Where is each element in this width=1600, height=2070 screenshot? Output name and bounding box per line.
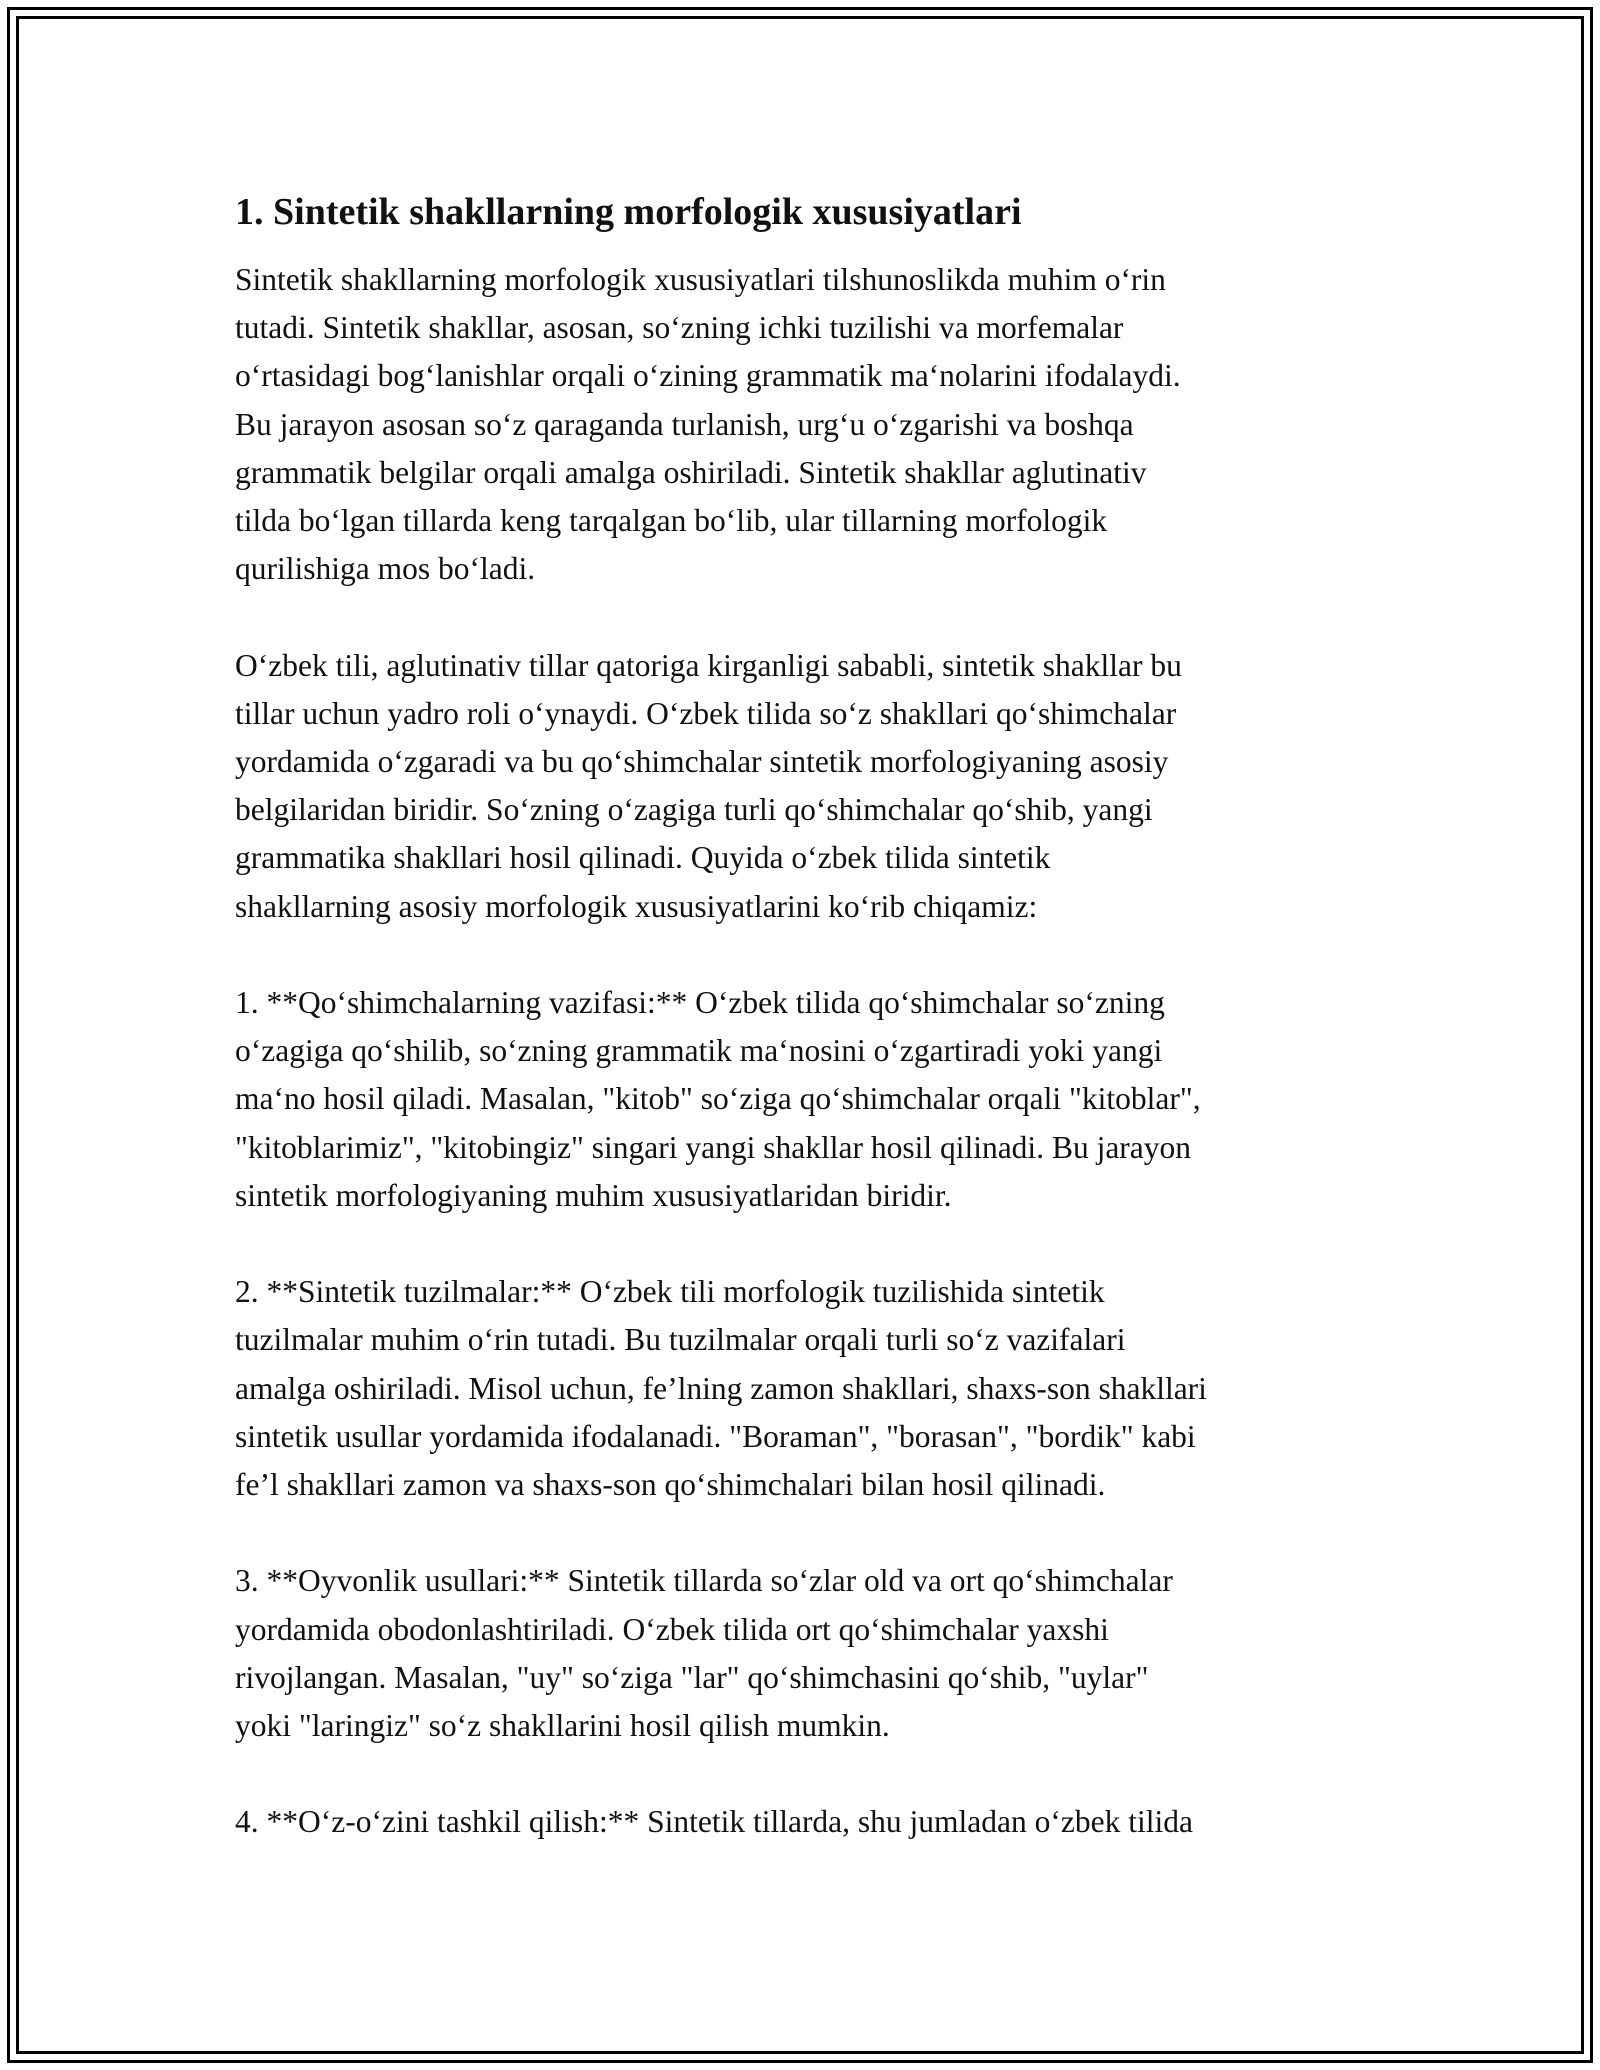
text-line: O‘zbek tili, aglutinativ tillar qatoriga kirganligi sababli, sintetik shakllar bu [235, 647, 1182, 683]
text-line: fe’l shakllari zamon va shaxs-son qo‘shimchalari bilan hosil qilinadi. [235, 1467, 1106, 1503]
text-line: grammatika shakllari hosil qilinadi. Quyida o‘zbek tilida sintetik [235, 840, 1051, 876]
document-body [235, 188, 1375, 1895]
text-line: rivojlangan. Masalan, "uy" so‘ziga "lar" qo‘shimchasini qo‘shib, "uylar" [235, 1659, 1149, 1695]
text-line: tutadi. Sintetik shakllar, asosan, so‘zning ichki tuzilishi va morfemalar [235, 310, 1124, 346]
text-line: Bu jarayon asosan so‘z qaraganda turlanish, urg‘u o‘zgarishi va boshqa [235, 406, 1134, 442]
text-line: yordamida o‘zgaradi va bu qo‘shimchalar sintetik morfologiyaning asosiy [235, 744, 1169, 780]
text-line: 2. **Sintetik tuzilmalar:** O‘zbek tili morfologik tuzilishida sintetik [235, 1274, 1105, 1310]
text-line: o‘rtasidagi bog‘lanishlar orqali o‘zining grammatik ma‘nolarini ifodalaydi. [235, 358, 1181, 394]
paragraph [235, 1268, 1375, 1509]
text-line: 3. **Oyvonlik usullari:** Sintetik tillarda so‘zlar old va ort qo‘shimchalar [235, 1563, 1173, 1599]
text-line: yoki "laringiz" so‘z shakllarini hosil qilish mumkin. [235, 1708, 890, 1744]
text-line: "kitoblarimiz", "kitobingiz" singari yangi shakllar hosil qilinadi. Bu jarayon [235, 1129, 1192, 1165]
text-line: amalga oshiriladi. Misol uchun, fe’lning zamon shakllari, shaxs-son shakllari [235, 1370, 1207, 1406]
paragraph [235, 256, 1375, 593]
text-line: yordamida obodonlashtiriladi. O‘zbek tilida ort qo‘shimchalar yaxshi [235, 1611, 1109, 1647]
text-line: tilda bo‘lgan tillarda keng tarqalgan bo‘lib, ular tillarning morfologik [235, 503, 1108, 539]
text-line: 4. **O‘z-o‘zini tashkil qilish:** Sintetik tillarda, shu jumladan o‘zbek tilida [235, 1804, 1193, 1840]
text-line: shakllarning asosiy morfologik xususiyatlarini ko‘rib chiqamiz: [235, 888, 1038, 924]
text-line: grammatik belgilar orqali amalga oshiriladi. Sintetik shakllar aglutinativ [235, 454, 1147, 490]
text-line: Sintetik shakllarning morfologik xususiyatlari tilshunoslikda muhim o‘rin [235, 262, 1166, 297]
text-line: ma‘no hosil qiladi. Masalan, "kitob" so‘ziga qo‘shimchalar orqali "kitoblar", [235, 1081, 1201, 1117]
text-line: sintetik morfologiyaning muhim xususiyatlaridan biridir. [235, 1177, 952, 1213]
text-line: tillar uchun yadro roli o‘ynaydi. O‘zbek tilida so‘z shakllari qo‘shimchalar [235, 695, 1177, 731]
text-line: qurilishiga mos bo‘ladi. [235, 551, 536, 587]
paragraph [235, 642, 1375, 931]
paragraph [235, 979, 1375, 1220]
paragraph [235, 1798, 1375, 1846]
text-line: o‘zagiga qo‘shilib, so‘zning grammatik ma‘nosini o‘zgartiradi yoki yangi [235, 1033, 1163, 1069]
page-title: 1. Sintetik shakllarning morfologik xususiyatlari [235, 191, 1022, 233]
text-line: 1. **Qo‘shimchalarning vazifasi:** O‘zbek tilida qo‘shimchalar so‘zning [235, 985, 1165, 1021]
text-line: sintetik usullar yordamida ifodalanadi. "Boraman", "borasan", "bordik" kabi [235, 1418, 1196, 1454]
paragraph-list [235, 256, 1375, 1847]
text-line: tuzilmalar muhim o‘rin tutadi. Bu tuzilmalar orqali turli so‘z vazifalari [235, 1322, 1126, 1358]
text-line: belgilaridan biridir. So‘zning o‘zagiga turli qo‘shimchalar qo‘shib, yangi [235, 792, 1153, 828]
paragraph [235, 1557, 1375, 1750]
